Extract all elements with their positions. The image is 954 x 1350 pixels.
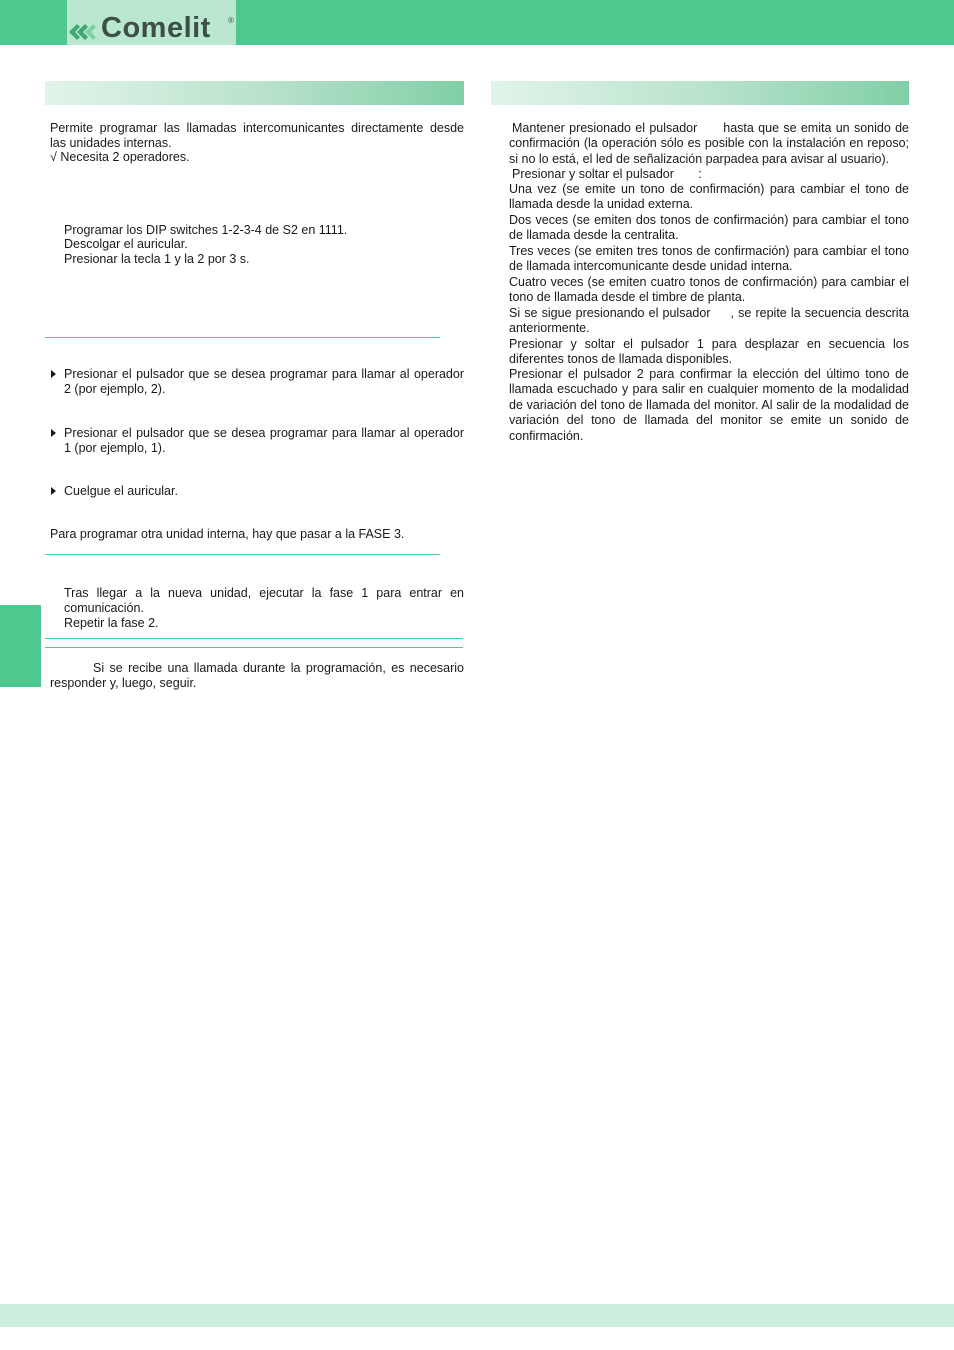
right-paragraph-1-start: Mantener presionado el pulsador [512,121,698,135]
right-section-header [491,81,909,105]
brand-name: Comelit [101,12,211,44]
right-paragraph-8: Presionar y soltar el pulsador 1 para desplazar en secuencia los diferentes tonos de llamada disponibles. [509,337,909,367]
divider [45,337,440,338]
phase3-step-1: Tras llegar a la nueva unidad, ejecutar la fase 1 para entrar en comunicación. [64,586,464,616]
right-paragraph-1-end: hasta que se emita un sonido de confirmación (la operación sólo es posible con la instalación en reposo; si no lo está, el led de señalización parpadea para avisar al usuario). [509,121,909,166]
right-paragraph-2: Presionar y soltar el pulsador : [512,167,702,181]
divider [45,554,440,555]
right-paragraph-6: Cuatro veces (se emiten cuatro tonos de confirmación) para cambiar el tono de llamada desde el timbre de planta. [509,275,909,305]
bullet-3: Cuelgue el auricular. [64,484,178,498]
intro-text: Permite programar las llamadas intercomunicantes directamente desde las unidades internas. [50,121,464,151]
brand-logo [67,0,236,45]
step-3: Presionar la tecla 1 y la 2 por 3 s. [64,252,250,266]
right-paragraph-7 [509,306,909,337]
right-paragraph-4: Dos veces (se emiten dos tonos de confirmación) para cambiar el tono de llamada desde la centralita. [509,213,909,243]
brand-registered-mark: ® [228,16,234,25]
right-paragraph-1 [509,121,909,167]
next-unit-text: Para programar otra unidad interna, hay que pasar a la FASE 3. [50,527,405,541]
requirement-line [50,150,464,165]
footer-bar [0,1304,954,1327]
step-1: Programar los DIP switches 1-2-3-4 de S2 en 1111. [64,223,348,237]
note-rule-top [45,638,463,639]
note-text: Si se recibe una llamada durante la programación, es necesario responder y, luego, seguir. [50,661,464,691]
bullet-1: Presionar el pulsador que se desea programar para llamar al operador 2 (por ejemplo, 2). [64,367,464,397]
right-paragraph-5: Tres veces (se emiten tres tonos de confirmación) para cambiar el tono de llamada intercomunicante desde unidad interna. [509,244,909,274]
phase3-step-2: Repetir la fase 2. [64,616,159,630]
bullet-arrow-icon [51,429,56,437]
right-paragraph-7-end: , se repite la secuencia descrita anteriormente. [509,306,910,336]
right-paragraph-7-start: Si se sigue presionando el pulsador [509,306,711,320]
comelit-mark-icon [69,21,101,43]
bullet-2: Presionar el pulsador que se desea programar para llamar al operador 1 (por ejemplo, 1). [64,426,464,456]
bullet-arrow-icon [51,370,56,378]
left-section-header [45,81,464,105]
requirement-text: Necesita 2 operadores. [60,150,190,164]
right-paragraph-3: Una vez (se emite un tono de confirmación) para cambiar el tono de llamada desde la unidad externa. [509,182,909,212]
bullet-arrow-icon [51,487,56,495]
check-mark-icon: √ [50,150,57,164]
note-rule-bottom [45,647,463,648]
step-2: Descolgar el auricular. [64,237,188,251]
side-tab [0,605,41,687]
right-paragraph-9: Presionar el pulsador 2 para confirmar la elección del último tono de llamada escuchado y para salir en cualquier momento de la modalidad de variación del tono de llamada del monitor. Al salir de la modalidad de variación del tono de llamada del monitor se emite un sonido de confirmación. [509,367,909,443]
